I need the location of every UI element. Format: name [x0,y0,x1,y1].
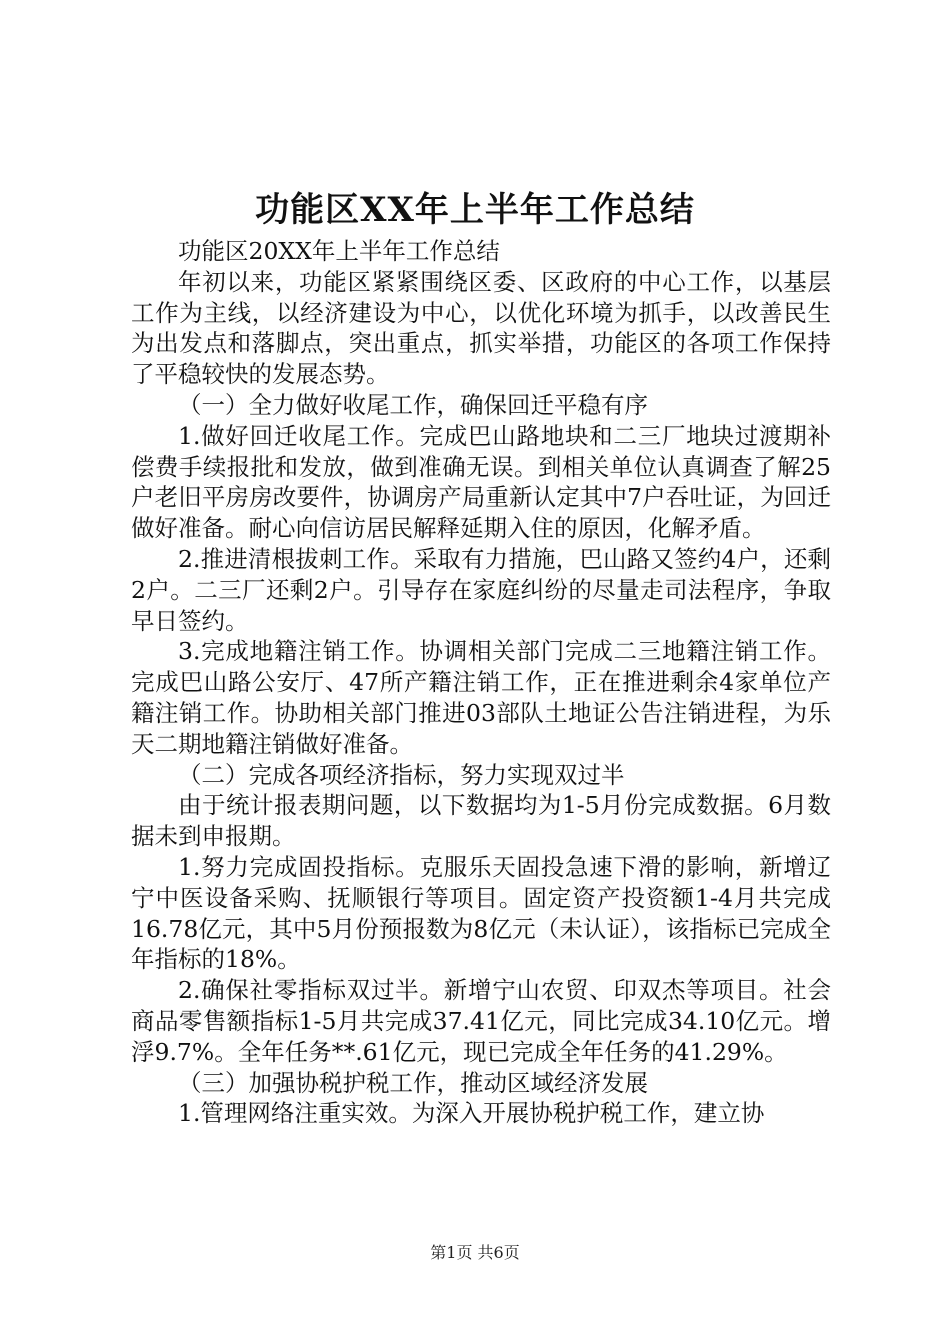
section-heading-3: （三）加强协税护税工作，推动区域经济发展 [178,1068,648,1097]
paragraph-item: 2.确保社零指标双过半。新增宁山农贸、印双杰等项目。社会商品零售额指标1-5月共完成37.41亿元，同比完成34.10亿元。增浮9.7%。全年任务**.61亿元，现已完成全年任务的41.29%。 [131,976,831,1066]
document-subtitle: 功能区20XX年上半年工作总结 [178,237,500,265]
paragraph-item: 3.完成地籍注销工作。协调相关部门完成二三地籍注销工作。完成巴山路公安厅、47所产籍注销工作，正在推进剩余4家单位产籍注销工作。协助相关部门推进03部队土地证公告注销进程，为乐天二期地籍注销做好准备。 [131,637,831,758]
intro-paragraph: 年初以来，功能区紧紧围绕区委、区政府的中心工作，以基层工作为主线，以经济建设为中心，以优化环境为抓手，以改善民生为出发点和落脚点，突出重点，抓实举措，功能区的各项工作保持了平稳较快的发展态势。 [131,267,831,389]
document-body [131,236,831,1129]
paragraph-item: 2.推进清根拔刺工作。采取有力措施，巴山路又签约4户，还剩2户。二三厂还剩2户。引导存在家庭纠纷的尽量走司法程序，争取早日签约。 [131,544,831,635]
document-title: 功能区XX年上半年工作总结 [255,190,695,230]
paragraph-item: 1.努力完成固投指标。克服乐天固投急速下滑的影响，新增辽宁中医设备采购、抚顺银行等项目。固定资产投资额1-4月共完成16.78亿元，其中5月份预报数为8亿元（未认证），该指标已完成全年指标的18%。 [131,852,831,974]
paragraph-item: 1.做好回迁收尾工作。完成巴山路地块和二三厂地块过渡期补偿费手续报批和发放，做到准确无误。到相关单位认真调查了解25户老旧平房房改要件，协调房产局重新认定其中7户吞吐证，为回迁做好准备。耐心向信访居民解释延期入住的原因，化解矛盾。 [131,421,831,543]
paragraph-item: 1.管理网络注重实效。为深入开展协税护税工作，建立协 [178,1099,765,1128]
page-number-footer: 第1页 共6页 [430,1243,520,1262]
paragraph-item: 由于统计报表期问题，以下数据均为1-5月份完成数据。6月数据未到申报期。 [131,791,831,851]
section-heading-1: （一）全力做好收尾工作，确保回迁平稳有序 [178,390,648,419]
section-heading-2: （二）完成各项经济指标，努力实现双过半 [178,760,625,789]
